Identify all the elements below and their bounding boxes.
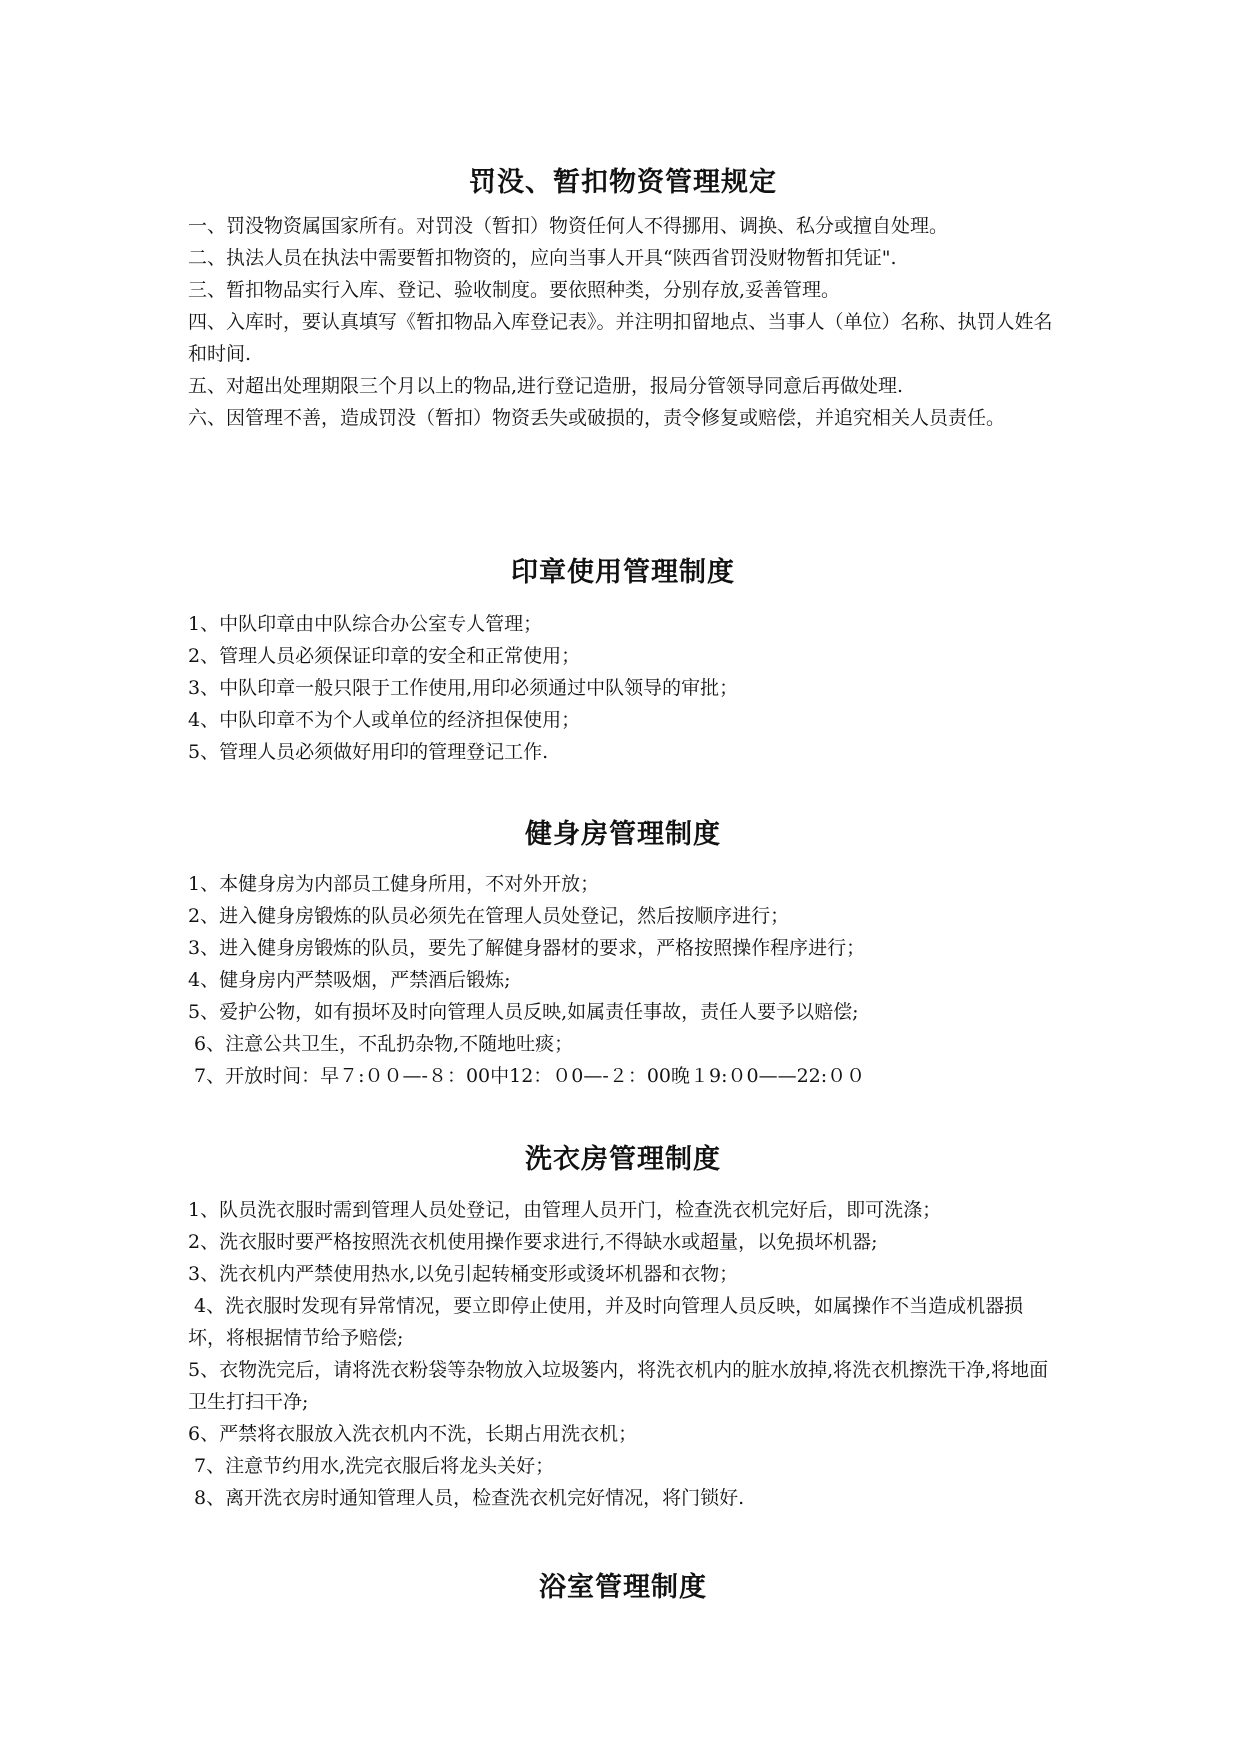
section-laundry-rules [188, 1140, 1058, 1514]
rule-item: 三、暂扣物品实行入库、登记、验收制度。要依照种类，分别存放,妥善管理。 [188, 279, 841, 301]
section-title: 印章使用管理制度 [511, 557, 735, 588]
rule-item: 3、洗衣机内严禁使用热水,以免引起转桶变形或烫坏机器和衣物； [188, 1263, 739, 1285]
rule-item: 六、因管理不善，造成罚没（暂扣）物资丢失或破损的，责令修复或赔偿，并追究相关人员责任。 [188, 407, 1006, 429]
rule-list [188, 868, 1058, 1092]
rule-item: 7、开放时间：早７:００—-８：00中12：０0—-２：00晚１9:０0——22:００ [188, 1065, 866, 1087]
rule-list [188, 210, 1058, 434]
section-title: 健身房管理制度 [525, 819, 721, 850]
rule-item: 1、中队印章由中队综合办公室专人管理； [188, 613, 543, 635]
rule-item: 6、注意公共卫生，不乱扔杂物,不随地吐痰； [188, 1033, 574, 1055]
rule-item: 2、进入健身房锻炼的队员必须先在管理人员处登记，然后按顺序进行； [188, 905, 790, 927]
rule-item: 四、入库时，要认真填写《暂扣物品入库登记表》。并注明扣留地点、当事人（单位）名称、执罚人姓名和时间. [188, 311, 1053, 365]
rule-item: 5、爱护公物，如有损坏及时向管理人员反映,如属责任事故，责任人要予以赔偿; [188, 1001, 859, 1023]
rule-item: 4、洗衣服时发现有异常情况，要立即停止使用，并及时向管理人员反映，如属操作不当造成机器损坏，将根据情节给予赔偿; [188, 1295, 1024, 1349]
rule-item: 5、管理人员必须做好用印的管理登记工作. [188, 741, 549, 763]
rule-item: 8、离开洗衣房时通知管理人员，检查洗衣机完好情况，将门锁好. [188, 1487, 745, 1509]
rule-list [188, 1194, 1058, 1514]
rule-item: 1、本健身房为内部员工健身所用，不对外开放； [188, 873, 600, 895]
rule-item: 3、中队印章一般只限于工作使用,用印必须通过中队领导的审批； [188, 677, 739, 699]
section-confiscated-goods-rules [188, 163, 1058, 434]
section-title: 洗衣房管理制度 [525, 1144, 721, 1175]
rule-item: 4、中队印章不为个人或单位的经济担保使用； [188, 709, 581, 731]
section-seal-usage-rules [188, 553, 1058, 768]
section-bathroom-rules [188, 1568, 1058, 1608]
rule-item: 5、衣物洗完后，请将洗衣粉袋等杂物放入垃圾篓内，将洗衣机内的脏水放掉,将洗衣机擦洗干净,将地面卫生打扫干净; [188, 1359, 1049, 1413]
rule-item: 2、洗衣服时要严格按照洗衣机使用操作要求进行,不得缺水或超量，以免损坏机器; [188, 1231, 878, 1253]
rule-item: 3、进入健身房锻炼的队员，要先了解健身器材的要求，严格按照操作程序进行； [188, 937, 866, 959]
rule-item: 一、罚没物资属国家所有。对罚没（暂扣）物资任何人不得挪用、调换、私分或擅自处理。 [188, 215, 949, 237]
rule-list [188, 608, 1058, 768]
section-gym-rules [188, 815, 1058, 1092]
section-title: 浴室管理制度 [539, 1572, 707, 1603]
rule-item: 4、健身房内严禁吸烟，严禁酒后锻炼; [188, 969, 511, 991]
rule-item: 1、队员洗衣服时需到管理人员处登记，由管理人员开门，检查洗衣机完好后，即可洗涤； [188, 1199, 942, 1221]
rule-item: 7、注意节约用水,洗完衣服后将龙头关好； [188, 1455, 555, 1477]
rule-item: 五、对超出处理期限三个月以上的物品,进行登记造册，报局分管领导同意后再做处理. [188, 375, 904, 397]
section-title: 罚没、暂扣物资管理规定 [469, 167, 777, 198]
rule-item: 2、管理人员必须保证印章的安全和正常使用； [188, 645, 581, 667]
rule-item: 6、严禁将衣服放入洗衣机内不洗，长期占用洗衣机； [188, 1423, 638, 1445]
rule-item: 二、执法人员在执法中需要暂扣物资的，应向当事人开具“陕西省罚没财物暂扣凭证". [188, 247, 897, 269]
